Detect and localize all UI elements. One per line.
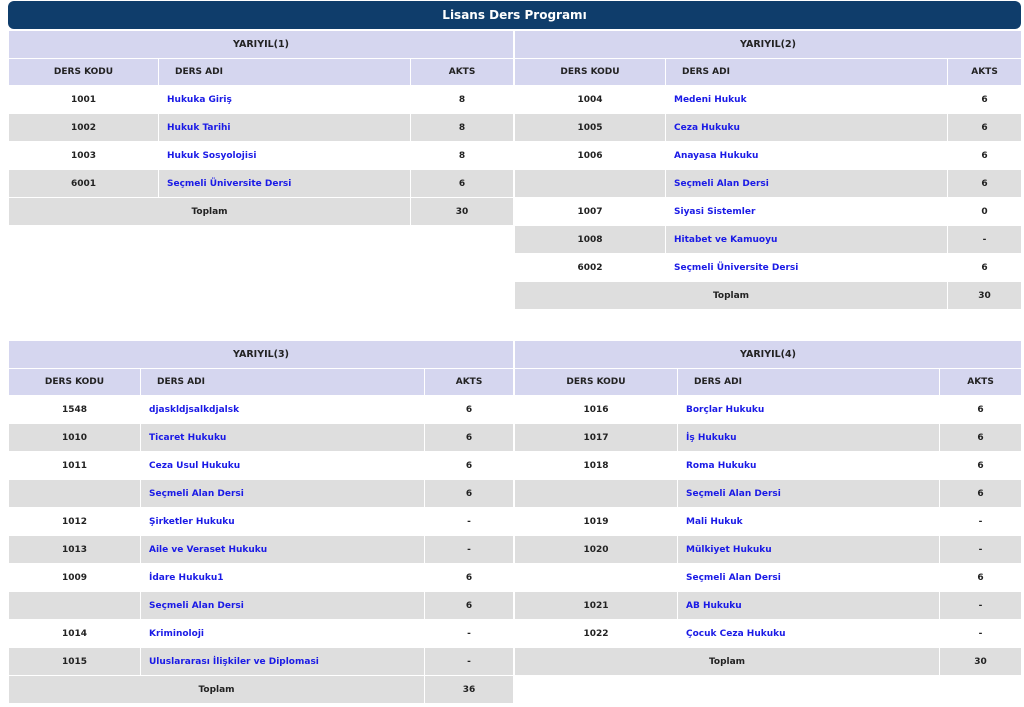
course-name-cell xyxy=(666,170,948,198)
course-name-cell xyxy=(666,86,948,114)
course-name-cell xyxy=(141,480,425,508)
course-name-cell xyxy=(678,620,940,648)
course-akts: - xyxy=(940,620,1022,648)
course-akts: - xyxy=(940,592,1022,620)
course-akts: 6 xyxy=(948,254,1022,282)
course-akts: 8 xyxy=(411,86,514,114)
course-code: 1018 xyxy=(515,452,678,480)
course-akts: - xyxy=(425,536,514,564)
course-name-link[interactable]: Seçmeli Üniversite Dersi xyxy=(167,178,292,189)
course-row xyxy=(9,592,514,620)
course-code: 1020 xyxy=(515,536,678,564)
course-code: 1009 xyxy=(9,564,141,592)
course-akts: 0 xyxy=(948,198,1022,226)
course-akts: 6 xyxy=(940,424,1022,452)
course-name-link[interactable]: İş Hukuku xyxy=(686,432,737,443)
course-name-link[interactable]: Şirketler Hukuku xyxy=(149,516,235,527)
course-code: 1003 xyxy=(9,142,159,170)
course-code: 1019 xyxy=(515,508,678,536)
course-row xyxy=(515,536,1022,564)
page-title: Lisans Ders Programı xyxy=(8,1,1021,29)
course-row xyxy=(515,114,1022,142)
course-akts: - xyxy=(940,536,1022,564)
course-akts: - xyxy=(425,620,514,648)
column-header-row xyxy=(9,369,514,396)
course-name-link[interactable]: Borçlar Hukuku xyxy=(686,404,765,415)
course-name-cell xyxy=(141,452,425,480)
course-name-cell xyxy=(159,86,411,114)
total-row xyxy=(515,282,1022,310)
column-header-name: DERS ADI xyxy=(678,369,940,396)
course-akts: 6 xyxy=(948,142,1022,170)
total-label: Toplam xyxy=(515,648,940,676)
course-akts: 6 xyxy=(948,86,1022,114)
course-name-cell xyxy=(141,564,425,592)
course-name-cell xyxy=(141,424,425,452)
course-akts: 6 xyxy=(940,396,1022,424)
semester-table xyxy=(8,340,514,704)
course-name-link[interactable]: Hukuka Giriş xyxy=(167,94,232,105)
course-row xyxy=(9,452,514,480)
course-name-cell xyxy=(678,452,940,480)
course-row xyxy=(9,114,514,142)
course-name-cell xyxy=(141,592,425,620)
column-header-code: DERS KODU xyxy=(515,59,666,86)
course-akts: - xyxy=(425,648,514,676)
column-header-name: DERS ADI xyxy=(666,59,948,86)
course-row xyxy=(515,226,1022,254)
course-name-cell xyxy=(678,508,940,536)
course-row xyxy=(9,170,514,198)
course-akts: 6 xyxy=(425,564,514,592)
course-row xyxy=(515,396,1022,424)
semester-header-row xyxy=(515,341,1022,369)
semester-table xyxy=(514,30,1022,310)
course-name-link[interactable]: Anayasa Hukuku xyxy=(674,150,759,161)
total-row xyxy=(515,648,1022,676)
course-row xyxy=(515,592,1022,620)
course-row xyxy=(515,198,1022,226)
course-name-cell xyxy=(678,536,940,564)
course-row xyxy=(515,564,1022,592)
course-name-cell xyxy=(666,142,948,170)
column-header-akts: AKTS xyxy=(940,369,1022,396)
course-code: 1005 xyxy=(515,114,666,142)
course-row xyxy=(515,254,1022,282)
course-name-cell xyxy=(678,564,940,592)
total-row xyxy=(9,198,514,226)
course-name-link[interactable]: Siyasi Sistemler xyxy=(674,206,756,217)
course-akts: 6 xyxy=(940,480,1022,508)
column-header-code: DERS KODU xyxy=(9,59,159,86)
course-name-link[interactable]: Ceza Hukuku xyxy=(674,122,740,133)
semester-table xyxy=(514,340,1022,676)
total-row xyxy=(9,676,514,704)
course-akts: 6 xyxy=(425,452,514,480)
course-name-link[interactable]: Seçmeli Alan Dersi xyxy=(149,600,244,611)
course-name-cell xyxy=(678,480,940,508)
course-row xyxy=(515,170,1022,198)
column-header-name: DERS ADI xyxy=(141,369,425,396)
course-akts: - xyxy=(425,508,514,536)
semester-title: YARIYIL(3) xyxy=(9,341,514,369)
column-header-code: DERS KODU xyxy=(9,369,141,396)
column-header-row xyxy=(9,59,514,86)
course-name-link[interactable]: Çocuk Ceza Hukuku xyxy=(686,628,786,639)
course-name-link[interactable]: Mali Hukuk xyxy=(686,516,743,527)
course-row xyxy=(9,508,514,536)
course-code: 1006 xyxy=(515,142,666,170)
course-name-link[interactable]: Mülkiyet Hukuku xyxy=(686,544,772,555)
course-row xyxy=(515,452,1022,480)
course-code: 1022 xyxy=(515,620,678,648)
course-code: 1016 xyxy=(515,396,678,424)
course-name-link[interactable]: Hitabet ve Kamuoyu xyxy=(674,234,778,245)
course-akts: 6 xyxy=(425,592,514,620)
course-name-link[interactable]: Kriminoloji xyxy=(149,628,204,639)
course-row xyxy=(515,620,1022,648)
course-name-link[interactable]: Seçmeli Alan Dersi xyxy=(686,572,781,583)
course-code: 1008 xyxy=(515,226,666,254)
course-code: 1015 xyxy=(9,648,141,676)
course-name-cell xyxy=(159,170,411,198)
course-code: 6002 xyxy=(515,254,666,282)
column-header-code: DERS KODU xyxy=(515,369,678,396)
semester-header-row xyxy=(515,31,1022,59)
course-akts: 6 xyxy=(948,114,1022,142)
course-row xyxy=(515,142,1022,170)
course-name-cell xyxy=(666,226,948,254)
course-code: 1021 xyxy=(515,592,678,620)
course-name-link[interactable]: Aile ve Veraset Hukuku xyxy=(149,544,268,555)
course-code: 1007 xyxy=(515,198,666,226)
course-row xyxy=(9,86,514,114)
course-row xyxy=(9,480,514,508)
course-akts: 6 xyxy=(940,452,1022,480)
course-row xyxy=(9,564,514,592)
course-code: 1548 xyxy=(9,396,141,424)
course-name-cell xyxy=(666,198,948,226)
course-name-link[interactable]: djaskldjsalkdjalsk xyxy=(149,404,240,415)
column-header-akts: AKTS xyxy=(425,369,514,396)
total-akts: 30 xyxy=(411,198,514,226)
course-name-cell xyxy=(678,592,940,620)
course-code xyxy=(515,170,666,198)
course-row xyxy=(515,86,1022,114)
course-name-link[interactable]: Ticaret Hukuku xyxy=(149,432,227,443)
course-name-link[interactable]: Seçmeli Alan Dersi xyxy=(674,178,769,189)
course-code: 1012 xyxy=(9,508,141,536)
course-row xyxy=(9,142,514,170)
course-akts: 6 xyxy=(948,170,1022,198)
course-name-cell xyxy=(678,424,940,452)
course-name-link[interactable]: Uluslararası İlişkiler ve Diplomasi xyxy=(149,656,319,667)
course-code: 1011 xyxy=(9,452,141,480)
course-akts: - xyxy=(940,508,1022,536)
course-code xyxy=(515,564,678,592)
course-row xyxy=(9,536,514,564)
column-header-akts: AKTS xyxy=(411,59,514,86)
course-code: 1004 xyxy=(515,86,666,114)
course-akts: 6 xyxy=(425,424,514,452)
course-row xyxy=(515,480,1022,508)
course-name-cell xyxy=(141,620,425,648)
total-akts: 30 xyxy=(940,648,1022,676)
course-name-link[interactable]: Seçmeli Üniversite Dersi xyxy=(674,262,799,273)
column-header-name: DERS ADI xyxy=(159,59,411,86)
semester-title: YARIYIL(1) xyxy=(9,31,514,59)
course-code: 1001 xyxy=(9,86,159,114)
total-label: Toplam xyxy=(9,198,411,226)
course-name-cell xyxy=(159,114,411,142)
course-code: 1010 xyxy=(9,424,141,452)
course-akts: 6 xyxy=(425,396,514,424)
semester-title: YARIYIL(2) xyxy=(515,31,1022,59)
course-code: 6001 xyxy=(9,170,159,198)
semester-table xyxy=(8,30,514,226)
course-name-link[interactable]: Hukuk Sosyolojisi xyxy=(167,150,257,161)
course-name-cell xyxy=(141,508,425,536)
total-label: Toplam xyxy=(9,676,425,704)
course-row xyxy=(515,424,1022,452)
course-akts: - xyxy=(948,226,1022,254)
course-row xyxy=(9,648,514,676)
course-row xyxy=(515,508,1022,536)
course-name-link[interactable]: Medeni Hukuk xyxy=(674,94,747,105)
semester-title: YARIYIL(4) xyxy=(515,341,1022,369)
course-name-cell xyxy=(141,536,425,564)
course-akts: 8 xyxy=(411,142,514,170)
course-code: 1014 xyxy=(9,620,141,648)
course-akts: 6 xyxy=(940,564,1022,592)
course-name-cell xyxy=(666,114,948,142)
course-code: 1013 xyxy=(9,536,141,564)
course-code xyxy=(515,480,678,508)
course-code: 1017 xyxy=(515,424,678,452)
course-akts: 8 xyxy=(411,114,514,142)
column-header-row xyxy=(515,369,1022,396)
total-label: Toplam xyxy=(515,282,948,310)
course-name-link[interactable]: İdare Hukuku1 xyxy=(149,572,224,583)
course-name-link[interactable]: AB Hukuku xyxy=(686,600,742,611)
course-name-cell xyxy=(141,648,425,676)
course-name-link[interactable]: Seçmeli Alan Dersi xyxy=(149,488,244,499)
course-code xyxy=(9,592,141,620)
course-name-cell xyxy=(159,142,411,170)
semester-header-row xyxy=(9,341,514,369)
course-name-cell xyxy=(666,254,948,282)
course-name-link[interactable]: Roma Hukuku xyxy=(686,460,757,471)
semester-header-row xyxy=(9,31,514,59)
course-name-link[interactable]: Seçmeli Alan Dersi xyxy=(686,488,781,499)
column-header-akts: AKTS xyxy=(948,59,1022,86)
course-code xyxy=(9,480,141,508)
course-row xyxy=(9,620,514,648)
total-akts: 30 xyxy=(948,282,1022,310)
course-name-link[interactable]: Hukuk Tarihi xyxy=(167,122,231,133)
course-code: 1002 xyxy=(9,114,159,142)
course-name-link[interactable]: Ceza Usul Hukuku xyxy=(149,460,241,471)
course-name-cell xyxy=(141,396,425,424)
course-row xyxy=(9,424,514,452)
column-header-row xyxy=(515,59,1022,86)
total-akts: 36 xyxy=(425,676,514,704)
course-row xyxy=(9,396,514,424)
course-akts: 6 xyxy=(411,170,514,198)
course-name-cell xyxy=(678,396,940,424)
course-akts: 6 xyxy=(425,480,514,508)
